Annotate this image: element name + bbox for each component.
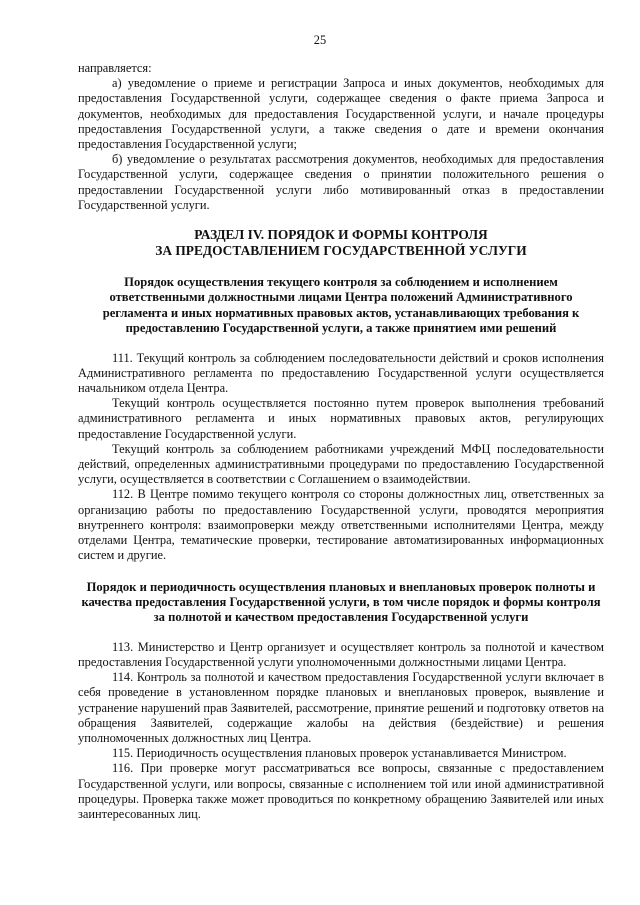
paragraph: 116. При проверке могут рассматриваться все вопросы, связанные с предоставлением Государственной услуги, или вопросы, связанные с исполнением той или иной административной процедуры. Проверка также может проводиться по конкретному обращению Заявителей или иных заинтересованных лиц. (78, 761, 604, 821)
paragraph: 115. Периодичность осуществления плановых проверок устанавливается Министром. (112, 746, 567, 761)
paragraph: направляется: (78, 61, 152, 75)
paragraph: 114. Контроль за полнотой и качеством предоставления Государственной услуги включает в себя проведение в установленном порядке плановых и внеплановых проверок, выявление и устранение нарушений прав Заявителей, рассмотрение, принятие решений и подготовку ответов на обращения Заявителей, содержащие жалобы на действия (бездействие) и решения уполномоченных должностных лиц Центра. (78, 670, 604, 745)
section-title-line: ЗА ПРЕДОСТАВЛЕНИЕМ ГОСУДАРСТВЕННОЙ УСЛУГИ (155, 243, 527, 259)
paragraph: б) уведомление о результатах рассмотрения документов, необходимых для предоставления Государственной услуги, содержащее сведения о принятии положительного решения о предоставлении Государственной услуги либо мотивированный отказ в предоставлении Государственной услуги. (78, 152, 604, 212)
paragraph: 112. В Центре помимо текущего контроля со стороны должностных лиц, ответственных за организацию работы по предоставлению Государственной услуги, проводятся мероприятия внутреннего контроля: взаимопроверки между ответственными исполнителями Центра, между отделами Центра, тематические проверки, тестирование автоматизированных информационных систем и другие. (78, 487, 604, 563)
subheading: Порядок и периодичность осуществления плановых и внеплановых проверок полноты и качества предоставления Государственной услуги, в том числе порядок и формы контроля за полнотой и качеством предоставления Государственной услуги (81, 579, 601, 625)
page-content (78, 61, 604, 822)
subheading: Порядок осуществления текущего контроля за соблюдением и исполнением ответственными должностными лицами Центра положений Административного регламента и иных нормативных правовых актов, устанавливающих требования к предоставлению Государственной услуги, а также принятием ими решений (102, 275, 580, 336)
paragraph: 113. Министерство и Центр организует и осуществляет контроль за полнотой и качеством предоставления Государственной услуги уполномоченными должностными лицами Центра. (78, 639, 604, 669)
section-title (78, 227, 604, 259)
paragraph: 111. Текущий контроль за соблюдением последовательности действий и сроков исполнения Административного регламента по предоставлению Государственной услуги осуществляется начальником отдела Центра. (78, 350, 604, 396)
paragraph: а) уведомление о приеме и регистрации Запроса и иных документов, необходимых для предоставления Государственной услуги, содержащее сведения о факте приема Запроса и документов, необходимых для предоставления Государственной услуги, и начале процедуры предоставления Государственной услуги, а также сведения о дате и времени окончания предоставления Государственной услуги; (78, 76, 604, 152)
paragraph: Текущий контроль за соблюдением работниками учреждений МФЦ последовательности действий, определенных административными процедурами по предоставлению Государственной услуги, осуществляется в соответствии с Соглашением о взаимодействии. (78, 441, 604, 487)
paragraph: Текущий контроль осуществляется постоянно путем проверок выполнения требований административного регламента и иных нормативных правовых актов, регулирующих предоставление Государственной услуги. (78, 396, 604, 441)
page-number: 25 (313, 33, 327, 47)
section-title-line: РАЗДЕЛ IV. ПОРЯДОК И ФОРМЫ КОНТРОЛЯ (194, 227, 488, 243)
